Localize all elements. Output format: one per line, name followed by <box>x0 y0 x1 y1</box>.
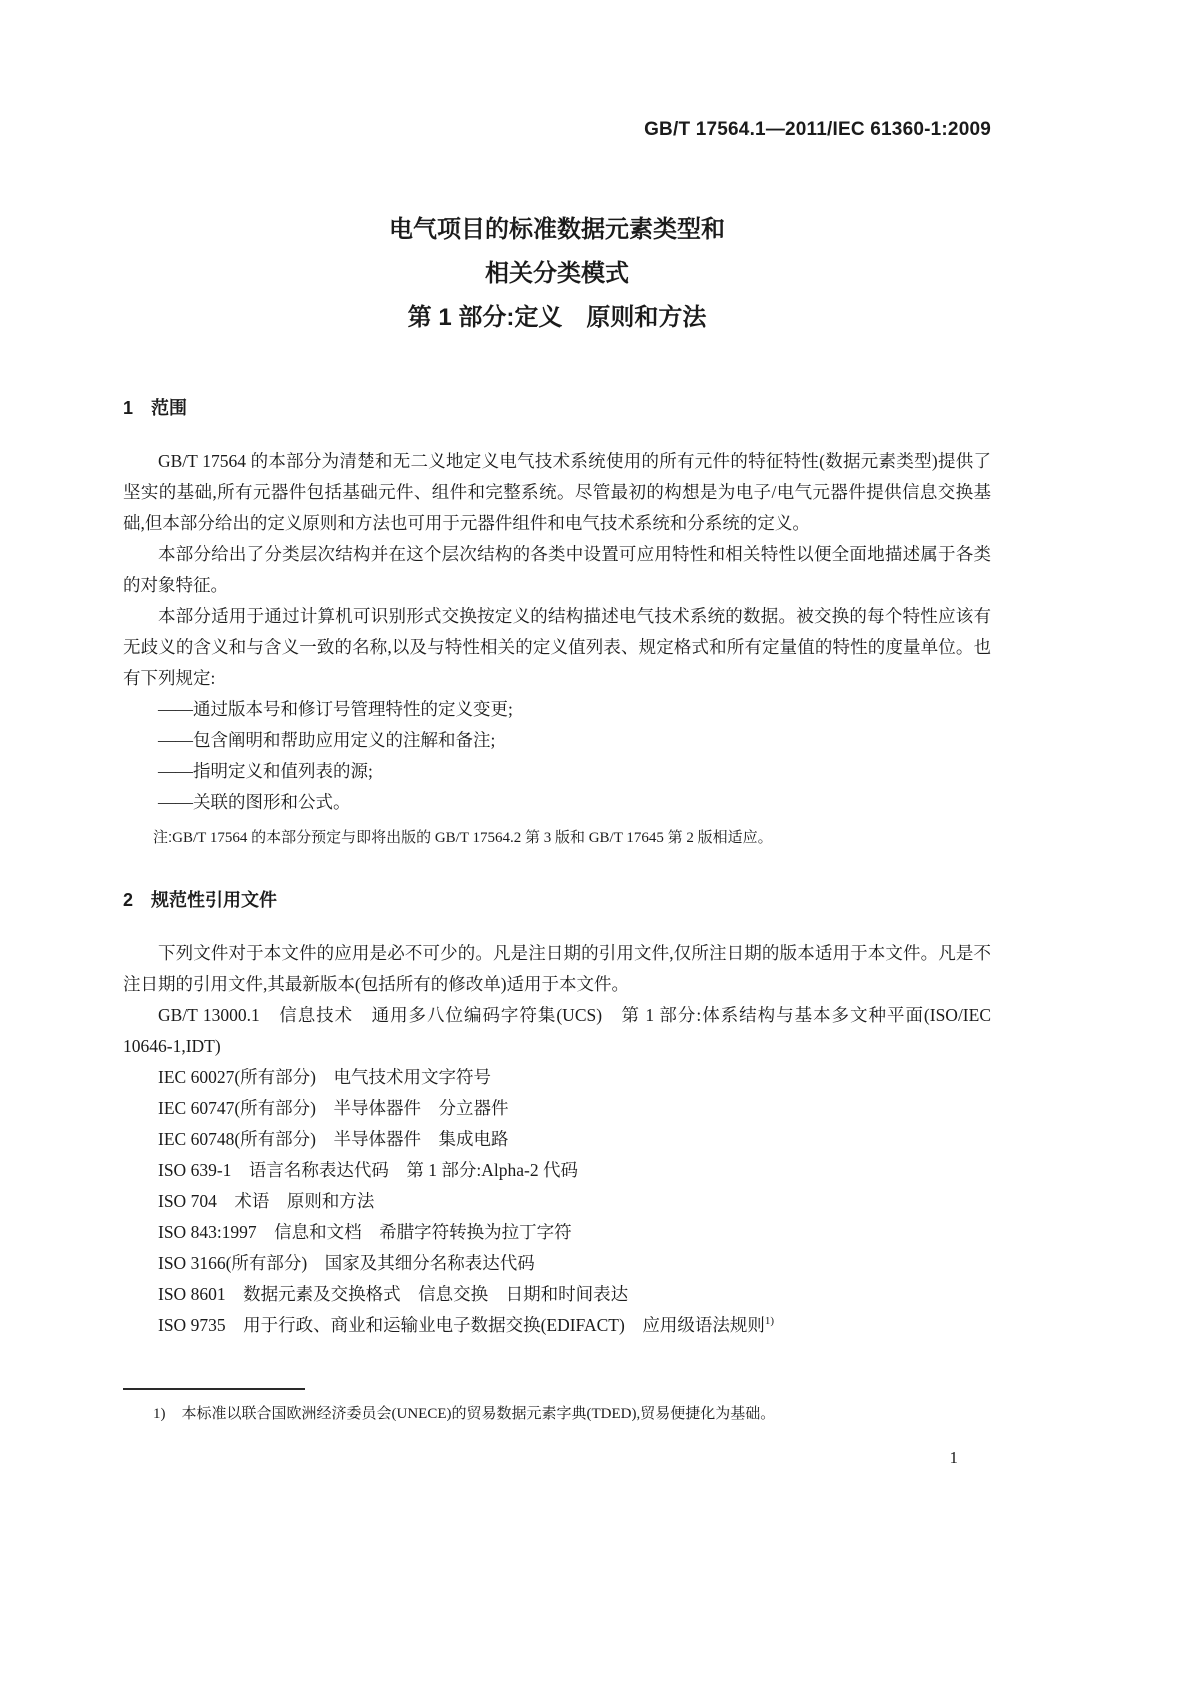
reference-item: IEC 60747(所有部分) 半导体器件 分立器件 <box>158 1098 509 1118</box>
reference-text: ISO 9735 用于行政、商业和运输业电子数据交换(EDIFACT) 应用级语法规则 <box>158 1315 765 1335</box>
section-heading-normative-references: 2 规范性引用文件 <box>123 890 278 910</box>
footnote-marker: 1) <box>153 1406 166 1422</box>
document-title <box>123 208 991 340</box>
note-label: 注: <box>153 829 173 846</box>
section-heading-scope: 1 范围 <box>123 398 188 418</box>
document-number: GB/T 17564.1—2011/IEC 61360-1:2009 <box>644 119 991 140</box>
reference-list <box>123 1000 991 1341</box>
reference-item: ISO 3166(所有部分) 国家及其细分名称表达代码 <box>158 1253 535 1273</box>
reference-item: IEC 60027(所有部分) 电气技术用文字符号 <box>158 1067 491 1087</box>
reference-item: ISO 639-1 语言名称表达代码 第 1 部分:Alpha-2 代码 <box>158 1160 578 1180</box>
footnote <box>123 1402 991 1426</box>
page-content <box>123 118 991 1341</box>
body-paragraph: GB/T 17564 的本部分为清楚和无二义地定义电气技术系统使用的所有元件的特征特性(数据元素类型)提供了坚实的基础,所有元器件包括基础元件、组件和完整系统。尽管最初的构想是为电子/电气元器件提供信息交换基础,但本部分给出的定义原则和方法也可用于元器件组件和电气技术系统和分系统的定义。 <box>123 451 991 533</box>
footnote-area <box>123 1388 991 1426</box>
dash-list-item: ——指明定义和值列表的源; <box>158 761 373 781</box>
note <box>123 824 991 852</box>
reference-item: ISO 843:1997 信息和文档 希腊字符转换为拉丁字符 <box>158 1222 572 1242</box>
dash-list-item: ——通过版本号和修订号管理特性的定义变更; <box>158 699 513 719</box>
page-number: 1 <box>949 1448 958 1467</box>
footnote-divider <box>123 1388 305 1390</box>
reference-item: ISO 704 术语 原则和方法 <box>158 1191 375 1211</box>
dash-list-item: ——关联的图形和公式。 <box>158 792 351 812</box>
footnote-text: 本标准以联合国欧洲经济委员会(UNECE)的贸易数据元素字典(TDED),贸易便捷化为基础。 <box>181 1406 776 1422</box>
reference-item: GB/T 13000.1 信息技术 通用多八位编码字符集(UCS) 第 1 部分:体系结构与基本多文种平面(ISO/IEC 10646-1,IDT) <box>123 1005 991 1056</box>
dash-list <box>123 694 991 818</box>
body-paragraph: 本部分适用于通过计算机可识别形式交换按定义的结构描述电气技术系统的数据。被交换的每个特性应该有无歧义的含义和与含义一致的名称,以及与特性相关的定义值列表、规定格式和所有定量值的特性的度量单位。也有下列规定: <box>123 606 991 688</box>
reference-item <box>123 1310 991 1341</box>
note-text: GB/T 17564 的本部分预定与即将出版的 GB/T 17564.2 第 3 版和 GB/T 17645 第 2 版相适应。 <box>172 830 773 846</box>
reference-item: IEC 60748(所有部分) 半导体器件 集成电路 <box>158 1129 509 1149</box>
dash-list-item: ——包含阐明和帮助应用定义的注解和备注; <box>158 730 496 750</box>
title-line-1: 电气项目的标准数据元素类型和 <box>389 216 725 243</box>
footnote-ref-marker: 1) <box>764 1315 774 1328</box>
reference-item: ISO 8601 数据元素及交换格式 信息交换 日期和时间表达 <box>158 1284 629 1304</box>
title-line-2: 相关分类模式 <box>485 260 629 287</box>
title-line-3: 第 1 部分:定义 原则和方法 <box>407 304 707 331</box>
body-paragraph: 下列文件对于本文件的应用是必不可少的。凡是注日期的引用文件,仅所注日期的版本适用于本文件。凡是不注日期的引用文件,其最新版本(包括所有的修改单)适用于本文件。 <box>123 943 991 994</box>
body-paragraph: 本部分给出了分类层次结构并在这个层次结构的各类中设置可应用特性和相关特性以便全面地描述属于各类的对象特征。 <box>123 544 991 595</box>
